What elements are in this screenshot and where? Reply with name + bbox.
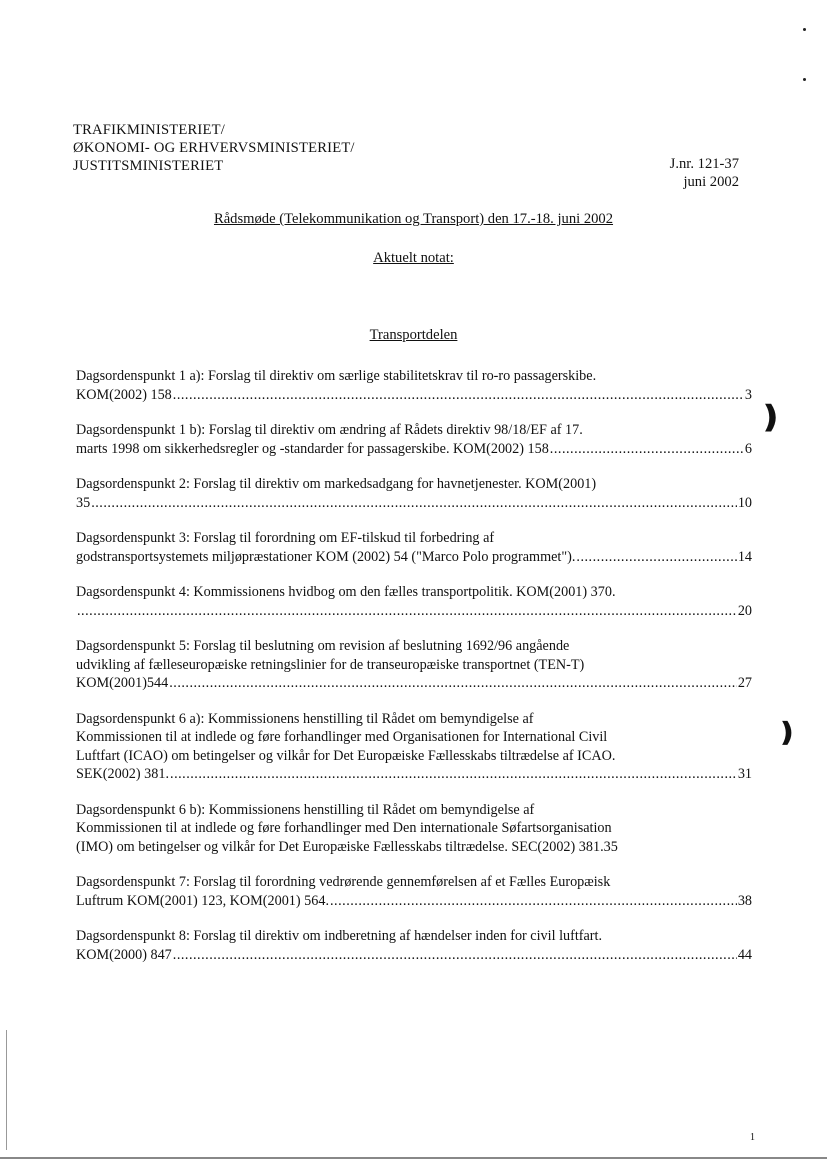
toc-leader-line [76,602,752,621]
dot-leader [330,892,737,911]
toc-page-number: 3 [744,386,752,403]
toc-leader-line [76,674,752,693]
scan-mark: ❫ [758,401,784,434]
toc-entry-text: 35 [76,494,91,511]
scan-speck [803,28,806,31]
toc-entry-text: Dagsordenspunkt 2: Forslag til direktiv om markedsadgang for havnetjenester. KOM(2001) [76,476,597,492]
toc-leader-line [76,440,752,459]
reference-block [670,155,739,191]
toc-entry-text: Luftfart (ICAO) om betingelser og vilkår for Det Europæiske Fællesskabs tiltrædelse af ICAO. [76,747,616,764]
dot-leader [576,548,736,567]
toc-page-number: 38 [737,892,752,909]
toc-entry [76,367,752,404]
toc-entry [76,801,752,857]
note-title: Aktuelt notat: [373,250,454,266]
toc-entry-text: Dagsordenspunkt 7: Forslag til forordning vedrørende gennemførelsen af et Fælles Europæisk [76,874,611,890]
toc-leader-line [76,494,752,513]
ministry-line: JUSTITSMINISTERIET [73,158,224,174]
toc-entry-text: Dagsordenspunkt 5: Forslag til beslutning om revision af beslutning 1692/96 angående [76,638,570,654]
toc-leader-line [76,946,752,965]
toc-page-number: 14 [737,548,752,565]
dot-leader [173,386,744,405]
toc-page-number: 31 [737,766,752,782]
page-number: 1 [750,1132,755,1143]
dot-leader [77,602,737,621]
toc-entry-text: Kommissionen til at indlede og føre forhandlinger med Den internationale Søfartsorganisation [76,820,612,836]
table-of-contents [76,367,752,981]
journal-number: J.nr. 121-37 [669,156,739,172]
toc-entry [76,421,752,458]
toc-entry [76,529,752,566]
scan-edge-line [0,1157,827,1159]
toc-entry-text: Dagsordenspunkt 8: Forslag til direktiv om indberetning af hændelser inden for civil luftfart. [76,928,603,944]
toc-page-number: 6 [744,440,752,457]
toc-entry-text: SEK(2002) 381. [76,766,170,782]
toc-entry-text: Luftrum KOM(2001) 123, KOM(2001) 564. [76,892,329,909]
dot-leader [550,440,744,459]
toc-entry-text: Dagsordenspunkt 3: Forslag til forordning om EF-tilskud til forbedring af [76,530,495,546]
toc-entry-text: Kommissionen til at indlede og føre forhandlinger med Organisationen for International Civil [76,729,608,745]
dot-leader [173,946,737,965]
toc-entry-text: KOM(2000) 847 [76,946,172,963]
toc-entry-text: KOM(2001)544 [76,675,169,691]
section-title: Transportdelen [369,327,458,343]
toc-entry [76,873,752,910]
toc-entry-text: Dagsordenspunkt 1 a): Forslag til direktiv om særlige stabilitetskrav til ro-ro passagerskibe. [76,368,597,384]
toc-entry-text: Dagsordenspunkt 1 b): Forslag til direktiv om ændring af Rådets direktiv 98/18/EF af 17. [76,422,583,438]
scan-edge-line [6,1030,7,1150]
ministry-line: TRAFIKMINISTERIET/ [73,122,225,138]
toc-entry [76,475,752,512]
toc-page-number: 10 [737,494,752,511]
dot-leader [91,494,737,513]
scan-speck [803,78,806,81]
scan-mark: ❫ [776,718,798,747]
toc-leader-line [76,765,752,784]
toc-page-number: 44 [737,946,752,963]
meeting-title: Rådsmøde (Telekommunikation og Transport) den 17.-18. juni 2002 [213,211,614,227]
toc-entry-text: (IMO) om betingelser og vilkår for Det Europæiske Fællesskabs tiltrædelse. SEC(2002) 381.35 [76,838,618,855]
ministry-line: ØKONOMI- OG ERHVERVSMINISTERIET/ [73,140,355,156]
toc-entry-text: Dagsordenspunkt 6 a): Kommissionens henstilling til Rådet om bemyndigelse af [76,710,534,727]
toc-entry [76,710,752,784]
document-date: juni 2002 [683,174,739,190]
toc-leader-line [76,548,752,567]
toc-entry-text: Dagsordenspunkt 6 b): Kommissionens henstilling til Rådet om bemyndigelse af [76,801,535,818]
toc-entry-text: godstransportsystemets miljøpræstationer KOM (2002) 54 ("Marco Polo programmet"). [76,548,576,565]
toc-entry-text: udvikling af fælleseuropæiske retningslinier for de transeuropæiske transportnet (TEN-T) [76,656,585,673]
dot-leader [170,765,737,784]
toc-entry-text: KOM(2002) 158 [76,386,172,403]
toc-leader-line [76,386,752,405]
toc-leader-line [76,892,752,911]
toc-page-number: 20 [737,602,752,619]
toc-entry-text: marts 1998 om sikkerhedsregler og -standarder for passagerskibe. KOM(2002) 158 [76,440,549,457]
toc-entry [76,637,752,693]
ministry-header [73,121,355,175]
toc-page-number: 27 [737,675,752,691]
toc-entry [76,583,752,620]
dot-leader [169,674,737,693]
toc-entry [76,927,752,964]
toc-entry-text: Dagsordenspunkt 4: Kommissionens hvidbog om den fælles transportpolitik. KOM(2001) 370. [76,584,616,600]
